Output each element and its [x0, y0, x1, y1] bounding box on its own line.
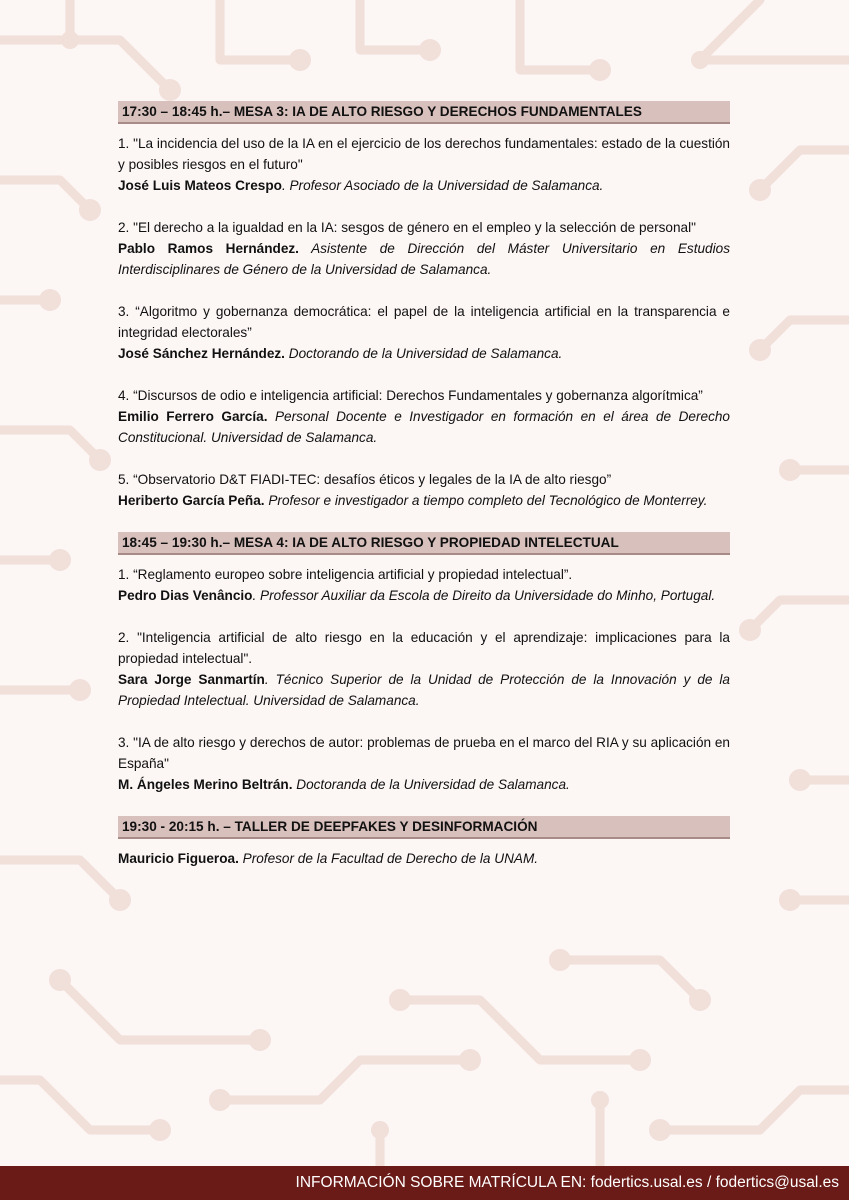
speaker-name: Pedro Dias Venâncio — [118, 588, 253, 603]
talk-item — [118, 732, 730, 795]
speaker-affiliation: . Professor Auxiliar da Escola de Direito da Universidade do Minho, Portugal. — [252, 588, 716, 603]
talk-title: 1. “Reglamento europeo sobre inteligencia artificial y propiedad intelectual”. — [118, 567, 573, 582]
session-header: 19:30 - 20:15 h. – TALLER DE DEEPFAKES Y DESINFORMACIÓN — [118, 816, 730, 839]
speaker-name: Sara Jorge Sanmartín — [118, 672, 265, 687]
talk-item — [118, 133, 730, 196]
speaker-affiliation: Profesor de la Facultad de Derecho de la UNAM. — [238, 851, 539, 866]
speaker-name: José Luis Mateos Crespo — [118, 178, 282, 193]
speaker-affiliation: Asistente de Dirección del Máster Universitario en Estudios Interdisciplinares de Género de la Universidad de Salamanca. — [118, 241, 730, 277]
session-header: 17:30 – 18:45 h.– MESA 3: IA DE ALTO RIESGO Y DERECHOS FUNDAMENTALES — [118, 101, 730, 124]
session-mesa-4 — [118, 532, 730, 795]
program-content — [118, 101, 730, 890]
talk-title: 1. "La incidencia del uso de la IA en el ejercicio de los derechos fundamentales: estado de la cuestión y posibles riesgos en el futuro" — [118, 136, 730, 172]
speaker-name: Mauricio Figueroa. — [118, 851, 239, 866]
speaker-name: Emilio Ferrero García. — [118, 409, 268, 424]
speaker-name: Heriberto García Peña. — [118, 493, 265, 508]
talk-title: 3. “Algoritmo y gobernanza democrática: el papel de la inteligencia artificial en la transparencia e integridad electorales” — [118, 304, 730, 340]
speaker-affiliation: Doctoranda de la Universidad de Salamanca. — [292, 777, 570, 792]
speaker-name: M. Ángeles Merino Beltrán. — [118, 777, 293, 792]
session-header: 18:45 – 19:30 h.– MESA 4: IA DE ALTO RIESGO Y PROPIEDAD INTELECTUAL — [118, 532, 730, 555]
session-mesa-3 — [118, 101, 730, 511]
speaker-affiliation: . Profesor Asociado de la Universidad de Salamanca. — [281, 178, 604, 193]
speaker-affiliation: Personal Docente e Investigador en formación en el área de Derecho Constitucional. Universidad de Salamanca. — [118, 409, 730, 445]
talk-item — [118, 469, 730, 511]
talk-item — [118, 301, 730, 364]
talk-title: 3. "IA de alto riesgo y derechos de autor: problemas de prueba en el marco del RIA y su aplicación en España" — [118, 735, 730, 771]
talk-item — [118, 217, 730, 280]
talk-title: 5. “Observatorio D&T FIADI-TEC: desafíos éticos y legales de la IA de alto riesgo” — [118, 472, 612, 487]
speaker-name: Pablo Ramos Hernández. — [118, 241, 299, 256]
talk-title: 4. “Discursos de odio e inteligencia artificial: Derechos Fundamentales y gobernanza algorítmica” — [118, 388, 703, 403]
speaker-affiliation: Profesor e investigador a tiempo completo del Tecnológico de Monterrey. — [264, 493, 708, 508]
talk-item — [118, 564, 730, 606]
talk-title: 2. "Inteligencia artificial de alto riesgo en la educación y el aprendizaje: implicaciones para la propiedad intelectual". — [118, 630, 730, 666]
speaker-affiliation: Doctorando de la Universidad de Salamanca. — [284, 346, 563, 361]
session-taller — [118, 816, 730, 869]
footer-enrollment-text: INFORMACIÓN SOBRE MATRÍCULA EN: fodertics.usal.es / fodertics@usal.es — [295, 1174, 839, 1191]
talk-item — [118, 385, 730, 448]
talk-item — [118, 848, 730, 869]
speaker-affiliation: . Técnico Superior de la Unidad de Protección de la Innovación y de la Propiedad Intelectual. Universidad de Salamanca. — [118, 672, 730, 708]
talk-title: 2. "El derecho a la igualdad en la IA: sesgos de género en el empleo y la selección de personal" — [118, 220, 696, 235]
speaker-name: José Sánchez Hernández. — [118, 346, 285, 361]
talk-item — [118, 627, 730, 711]
enrollment-footer — [0, 1166, 849, 1200]
